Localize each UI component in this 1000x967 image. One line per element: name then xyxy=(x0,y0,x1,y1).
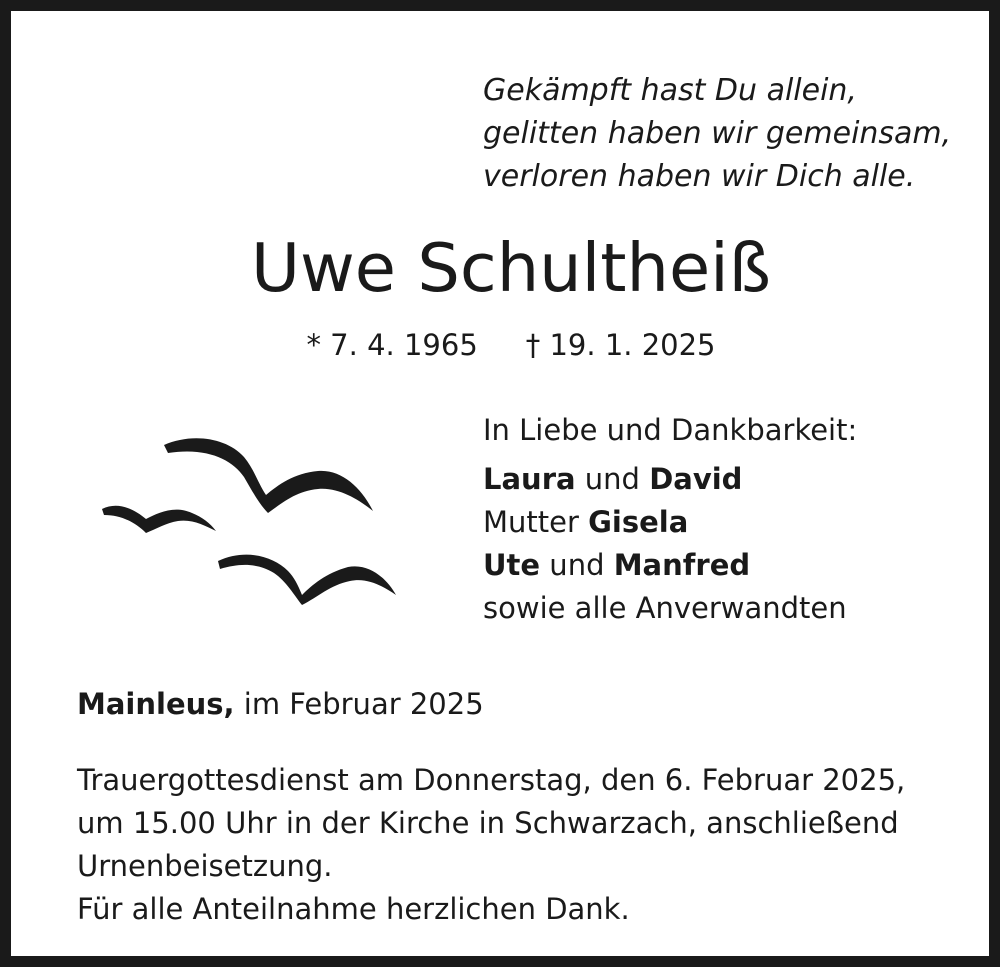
place-date xyxy=(77,683,484,726)
service-line: um 15.00 Uhr in der Kirche in Schwarzach, anschließend xyxy=(77,806,899,840)
mourners-intro: In Liebe und Dankbarkeit: xyxy=(483,413,858,447)
bird-left-icon xyxy=(102,506,216,533)
mourner-joiner: und xyxy=(540,548,614,582)
bird-top-icon xyxy=(164,438,373,513)
quote-line: gelitten haben wir gemeinsam, xyxy=(483,116,952,151)
service-line: Für alle Anteilnahme herzlichen Dank. xyxy=(77,892,630,926)
mourner-name: Manfred xyxy=(613,548,751,582)
bird-bottom-icon xyxy=(218,555,396,605)
birth-date: * 7. 4. 1965 xyxy=(306,328,478,362)
mourners-block xyxy=(483,409,983,630)
service-line: Trauergottesdienst am Donnerstag, den 6. Februar 2025, xyxy=(77,763,906,797)
mourner-relation: Mutter xyxy=(483,505,589,539)
mourner-line xyxy=(483,544,983,587)
service-info xyxy=(77,759,957,931)
mourner-name: Ute xyxy=(483,548,541,582)
mourner-name: Laura xyxy=(483,462,576,496)
death-date: † 19. 1. 2025 xyxy=(525,328,716,362)
flying-birds-icon xyxy=(96,431,406,611)
quote-block xyxy=(483,69,983,198)
quote-line: verloren haben wir Dich alle. xyxy=(483,159,916,194)
place-name: Mainleus, xyxy=(77,687,235,721)
mourner-line xyxy=(483,501,983,544)
quote-line: Gekämpft hast Du allein, xyxy=(483,73,857,108)
deceased-name: Uwe Schultheiß xyxy=(250,229,772,307)
life-dates xyxy=(11,325,1000,365)
mourner-name: Gisela xyxy=(588,505,689,539)
mourner-name: David xyxy=(649,462,743,496)
mourner-line xyxy=(483,458,983,501)
mourner-joiner: und xyxy=(575,462,650,496)
service-line: Urnenbeisetzung. xyxy=(77,849,333,883)
mourner-line: sowie alle Anverwandten xyxy=(483,591,847,625)
notice-date: im Februar 2025 xyxy=(234,687,484,721)
